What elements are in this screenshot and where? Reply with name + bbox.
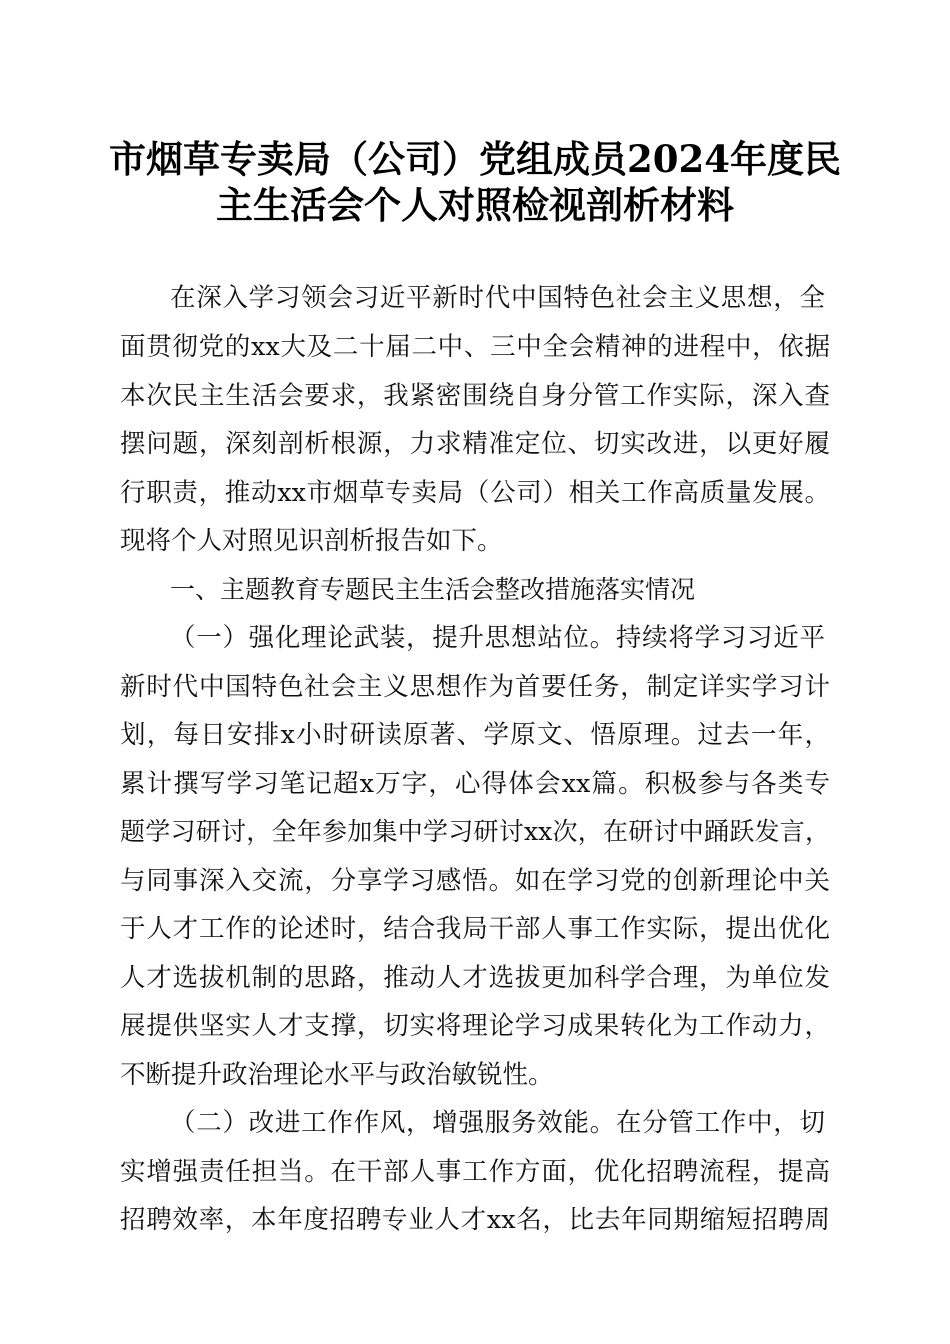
paragraph-line: 在深入学习领会习近平新时代中国特色社会主义思想，全 [170,283,825,313]
paragraph-line: 展提供坚实人才支撑，切实将理论学习成果转化为工作动力， [120,1011,830,1041]
paragraph-line: 实增强责任担当。在干部人事工作方面，优化招聘流程，提高 [120,1157,830,1187]
paragraph-line: 现将个人对照见识剖析报告如下。 [120,526,503,556]
paragraph-line: 题学习研讨，全年参加集中学习研讨xx次，在研讨中踊跃发言， [120,817,830,846]
paragraph-line: 本次民主生活会要求，我紧密围绕自身分管工作实际，深入查 [120,381,830,411]
paragraph-line: 面贯彻党的xx大及二十届二中、三中全会精神的进程中，依据 [120,332,830,362]
paragraph-line: 划，每日安排x小时研读原著、学原文、悟原理。过去一年， [120,720,830,750]
paragraph-line: 人才选拔机制的思路，推动人才选拔更加科学合理，为单位发 [120,963,830,993]
document-title-line-2: 主生活会个人对照检视剖析材料 [216,183,734,227]
document-title-line-1: 市烟草专卖局（公司）党组成员2024年度民 [109,137,841,181]
paragraph-line: 不断提升政治理论水平与政治敏锐性。 [120,1060,554,1090]
paragraph-line: 摆问题，深刻剖析根源，力求精准定位、切实改进，以更好履 [120,429,830,459]
paragraph-line: 新时代中国特色社会主义思想作为首要任务，制定详实学习计 [120,672,830,702]
paragraph-line: 于人才工作的论述时，结合我局干部人事工作实际，提出优化 [120,914,830,944]
paragraph-line: （一）强化理论武装，提升思想站位。持续将学习习近平 [170,623,825,653]
paragraph-line: （二）改进工作作风，增强服务效能。在分管工作中，切 [170,1108,825,1138]
paragraph-line: 与同事深入交流，分享学习感悟。如在学习党的创新理论中关 [120,866,830,896]
paragraph-line: 招聘效率，本年度招聘专业人才xx名，比去年同期缩短招聘周 [120,1205,830,1235]
section-heading: 一、主题教育专题民主生活会整改措施落实情况 [170,575,696,604]
paragraph-line: 行职责，推动xx市烟草专卖局（公司）相关工作高质量发展。 [120,478,830,508]
paragraph-line: 累计撰写学习笔记超x万字，心得体会xx篇。积极参与各类专 [120,769,830,799]
